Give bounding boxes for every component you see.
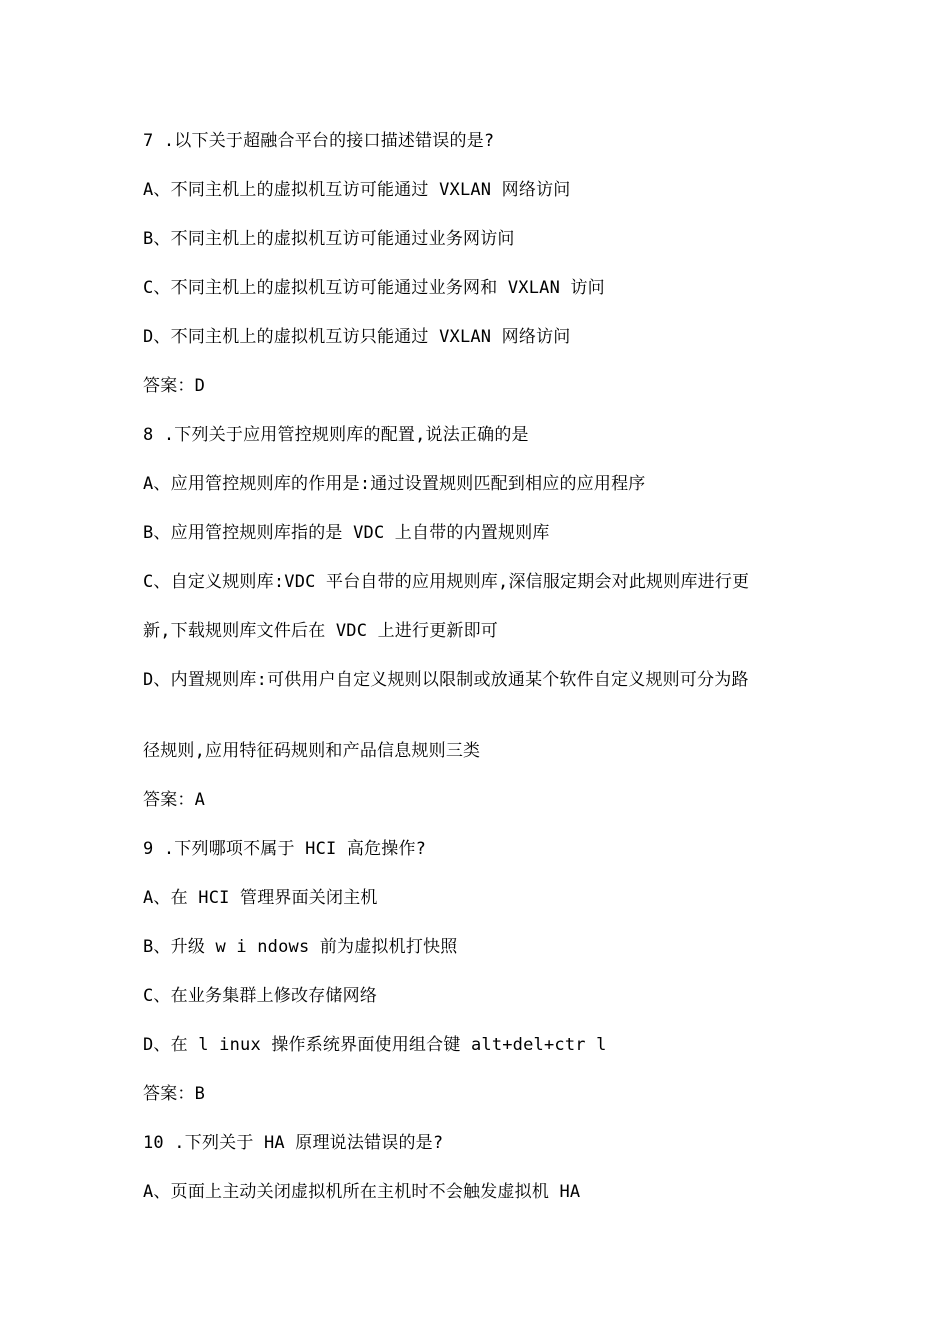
question-7-option-c: C、不同主机上的虚拟机互访可能通过业务网和 VXLAN 访问 — [143, 278, 605, 298]
question-7-text: 7 .以下关于超融合平台的接口描述错误的是? — [143, 131, 495, 151]
question-7-option-a: A、不同主机上的虚拟机互访可能通过 VXLAN 网络访问 — [143, 180, 571, 200]
question-8-option-d: D、内置规则库:可供用户自定义规则以限制或放通某个软件自定义规则可分为路 — [143, 670, 749, 690]
question-9-option-a: A、在 HCI 管理界面关闭主机 — [143, 888, 378, 908]
question-10-option-a: A、页面上主动关闭虚拟机所在主机时不会触发虚拟机 HA — [143, 1182, 581, 1202]
question-9-option-c: C、在业务集群上修改存储网络 — [143, 986, 378, 1006]
question-7-option-b: B、不同主机上的虚拟机互访可能通过业务网访问 — [143, 229, 515, 249]
question-7-answer: 答案：D — [143, 376, 206, 396]
question-9-text: 9 .下列哪项不属于 HCI 高危操作? — [143, 839, 427, 859]
question-8-option-b: B、应用管控规则库指的是 VDC 上自带的内置规则库 — [143, 523, 550, 543]
question-7-option-d: D、不同主机上的虚拟机互访只能通过 VXLAN 网络访问 — [143, 327, 571, 347]
question-8-answer: 答案：A — [143, 790, 206, 810]
question-9-option-b: B、升级 w i ndows 前为虚拟机打快照 — [143, 937, 458, 957]
question-9-option-d: D、在 l inux 操作系统界面使用组合键 alt+del+ctr l — [143, 1035, 607, 1055]
question-8-option-d-continued: 径规则,应用特征码规则和产品信息规则三类 — [143, 741, 481, 761]
question-8-option-a: A、应用管控规则库的作用是:通过设置规则匹配到相应的应用程序 — [143, 474, 646, 494]
question-8-option-c: C、自定义规则库:VDC 平台自带的应用规则库,深信服定期会对此规则库进行更 — [143, 572, 750, 592]
question-9-answer: 答案：B — [143, 1084, 206, 1104]
question-8-option-c-continued: 新,下载规则库文件后在 VDC 上进行更新即可 — [143, 621, 499, 641]
question-8-text: 8 .下列关于应用管控规则库的配置,说法正确的是 — [143, 425, 529, 445]
question-10-text: 10 .下列关于 HA 原理说法错误的是? — [143, 1133, 444, 1153]
